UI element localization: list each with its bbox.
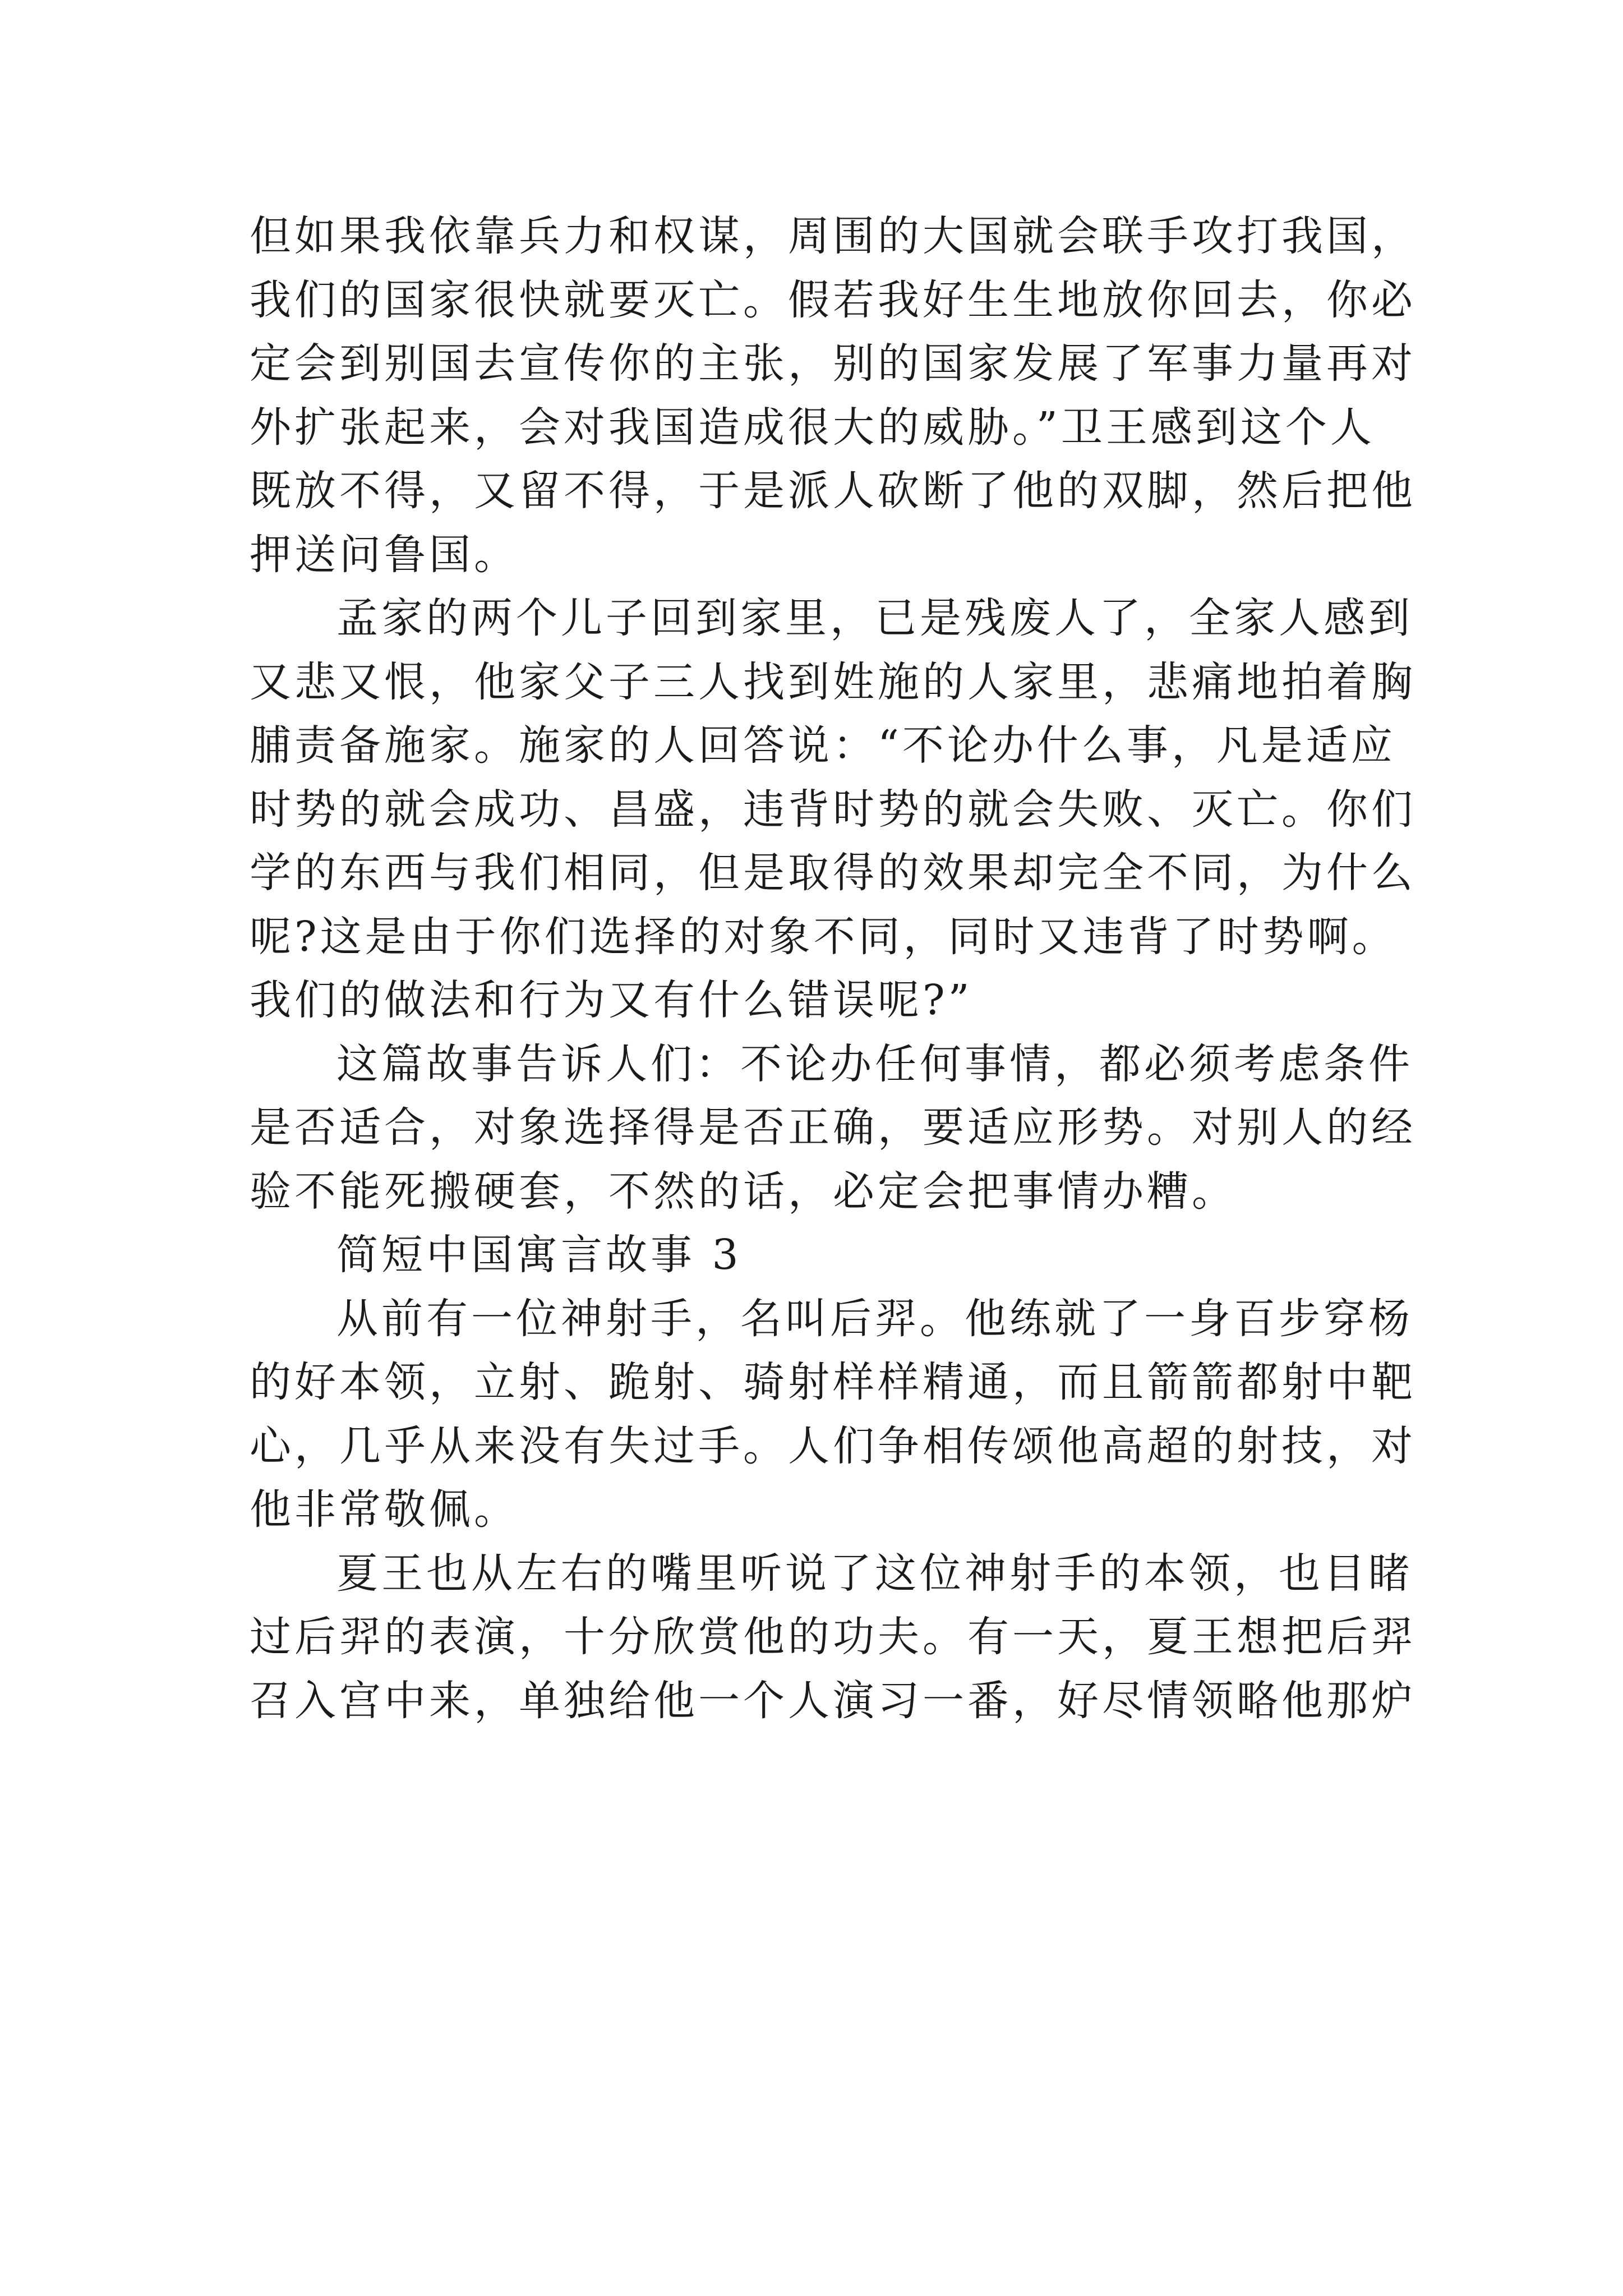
text-line: 时势的就会成功、昌盛，违背时势的就会失败、灭亡。你们 [250,785,1416,834]
text-line: 从前有一位神射手，名叫后羿。他练就了一身百步穿杨 [336,1294,1413,1343]
text-line: 但如果我依靠兵力和权谋，周围的大国就会联手攻打我国， [250,212,1416,260]
text-line: 呢?这是由于你们选择的对象不同，同时又违背了时势啊。 [250,912,1397,961]
text-line: 学的东西与我们相同，但是取得的效果却完全不同，为什么 [250,849,1416,897]
text-line: 是否适合，对象选择得是否正确，要适应形势。对别人的经 [250,1103,1416,1152]
text-line: 他非常敬佩。 [250,1485,519,1534]
text-line: 定会到别国去宣传你的主张，别的国家发展了军事力量再对 [250,339,1416,388]
text-line: 夏王也从左右的嘴里听说了这位神射手的本领，也目睹 [336,1549,1413,1598]
text-line: 又悲又恨，他家父子三人找到姓施的人家里，悲痛地拍着胸 [250,657,1416,706]
text-line: 我们的做法和行为又有什么错误呢?” [250,976,973,1024]
text-line: 既放不得，又留不得，于是派人砍断了他的双脚，然后把他 [250,467,1416,515]
text-line: 简短中国寓言故事 3 [336,1231,742,1279]
text-line: 我们的国家很快就要灭亡。假若我好生生地放你回去，你必 [250,275,1416,324]
body-text [250,205,1416,1733]
text-line: 过后羿的表演，十分欣赏他的功夫。有一天，夏王想把后羿 [250,1613,1416,1661]
text-line: 孟家的两个儿子回到家里，已是残废人了，全家人感到 [336,594,1413,642]
text-line: 的好本领，立射、跪射、骑射样样精通，而且箭箭都射中靶 [250,1358,1416,1406]
text-line: 外扩张起来，会对我国造成很大的威胁。”卫王感到这个人 [250,403,1375,452]
text-line: 验不能死搬硬套，不然的话，必定会把事情办糟。 [250,1167,1237,1216]
text-line: 心，几乎从来没有失过手。人们争相传颂他高超的射技，对 [250,1421,1416,1470]
text-line: 这篇故事告诉人们：不论办任何事情，都必须考虑条件 [336,1039,1413,1088]
text-line: 押送问鲁国。 [250,530,519,579]
text-line: 脯责备施家。施家的人回答说：“不论办什么事，凡是适应 [250,721,1396,770]
text-line: 召入宫中来，单独给他一个人演习一番，好尽情领略他那炉 [250,1676,1416,1725]
